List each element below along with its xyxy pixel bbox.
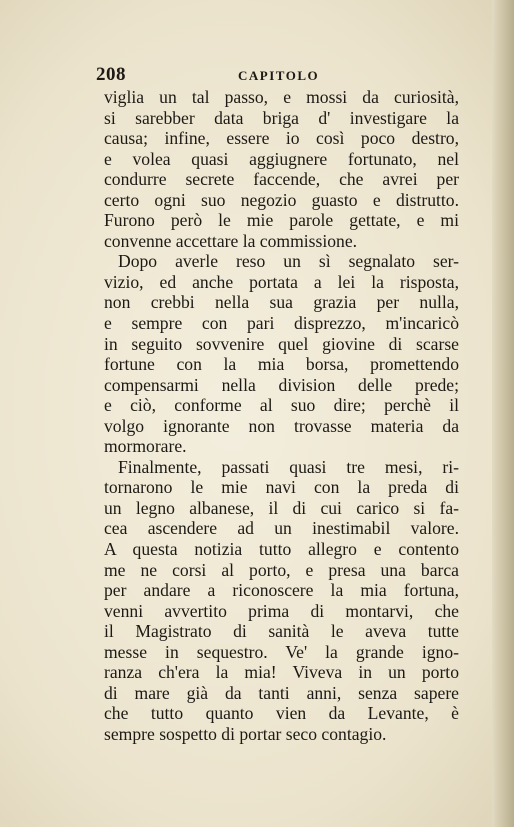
text-line: non crebbi nella sua grazia per nulla, <box>104 292 459 313</box>
text-line: si sarebber data briga d' investigare la <box>104 107 459 128</box>
text-line: cea ascendere ad un inestimabil valore. <box>104 518 459 539</box>
page-number: 208 <box>96 64 126 85</box>
text-line: e volea quasi aggiugnere fortunato, nel <box>104 148 459 169</box>
text-line: Furono però le mie parole gettate, e mi <box>104 210 459 231</box>
text-line: che tutto quanto vien da Levante, è <box>104 703 459 724</box>
text-line: tornarono le mie navi con la preda di <box>104 477 459 498</box>
text-line: e sempre con pari disprezzo, m'incaricò <box>104 313 459 334</box>
text-line: volgo ignorante non trovasse materia da <box>104 415 459 436</box>
body-text <box>104 87 459 745</box>
text-line: venni avvertito prima di montarvi, che <box>104 600 459 621</box>
running-head: CAPITOLO <box>238 68 320 83</box>
text-line: un legno albanese, il di cui carico si fa- <box>104 497 459 518</box>
text-line: il Magistrato di sanità le aveva tutte <box>104 621 459 642</box>
text-line: convenne accettare la commissione. <box>104 230 358 251</box>
text-line: compensarmi nella division delle prede; <box>104 374 459 395</box>
text-line: e ciò, conforme al suo dire; perchè il <box>104 395 459 416</box>
page-header <box>96 64 464 86</box>
text-line: messe in sequestro. Ve' la grande igno- <box>104 641 459 662</box>
page-spine-edge <box>492 0 514 827</box>
text-line: me ne corsi al porto, e presa una barca <box>104 559 459 580</box>
text-line: A questa notizia tutto allegro e contento <box>104 539 459 560</box>
text-line: vizio, ed anche portata a lei la risposta, <box>104 271 459 292</box>
text-line: fortune con la mia borsa, promettendo <box>104 354 459 375</box>
text-line: sempre sospetto di portar seco contagio. <box>104 723 387 744</box>
text-line: in seguito sovvenire quel giovine di scarse <box>104 333 459 354</box>
text-line: ranza ch'era la mia! Viveva in un porto <box>104 662 459 683</box>
text-line: condurre secrete faccende, che avrei per <box>104 169 459 190</box>
text-line: certo ogni suo negozio guasto e distrutto. <box>104 189 459 210</box>
text-line: Finalmente, passati quasi tre mesi, ri- <box>118 456 459 477</box>
text-line: causa; infine, essere io così poco destro, <box>104 128 459 149</box>
text-line: Dopo averle reso un sì segnalato ser- <box>118 251 459 272</box>
text-line: di mare già da tanti anni, senza sapere <box>104 682 459 703</box>
text-line: mormorare. <box>104 436 187 457</box>
text-line: viglia un tal passo, e mossi da curiosità, <box>104 87 459 107</box>
text-line: per andare a riconoscere la mia fortuna, <box>104 580 459 601</box>
